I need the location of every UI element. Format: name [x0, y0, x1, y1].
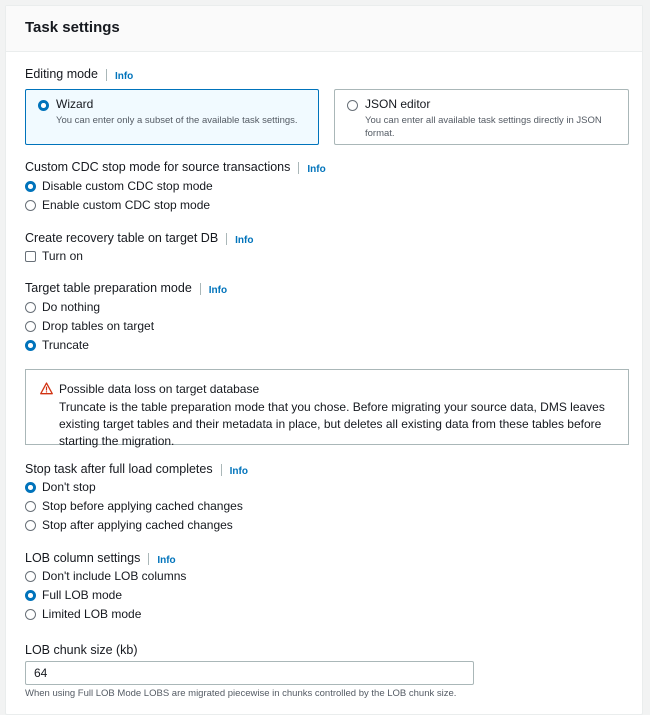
recovery-table-checkbox-label: Turn on: [42, 249, 83, 263]
prep-drop-tables-label: Drop tables on target: [42, 319, 155, 333]
cdc-stop-mode-label: [25, 160, 326, 174]
lob-full-radio[interactable]: [25, 590, 36, 601]
cdc-enable-option[interactable]: [25, 197, 210, 213]
lob-settings-label: [25, 551, 176, 565]
target-prep-mode-label: [25, 281, 227, 295]
prep-truncate-option[interactable]: [25, 337, 89, 353]
lob-full-label: Full LOB mode: [42, 588, 123, 602]
recovery-table-label: [25, 231, 253, 245]
panel-header: [6, 6, 642, 52]
lob-full-option[interactable]: [25, 587, 122, 603]
cdc-disable-radio[interactable]: [25, 181, 36, 192]
target-prep-mode-info-link[interactable]: Info: [208, 284, 228, 296]
lob-chunk-size-label: LOB chunk size (kb): [25, 643, 138, 657]
stop-before-cached-option[interactable]: [25, 498, 243, 514]
stop-after-cached-label: Stop after applying cached changes: [42, 518, 233, 532]
alert-title: Possible data loss on target database: [59, 382, 260, 396]
json-editor-title: JSON editor: [365, 97, 431, 111]
cdc-enable-radio[interactable]: [25, 200, 36, 211]
wizard-description: You can enter only a subset of the available task settings.: [56, 115, 298, 126]
alert-body: Truncate is the table preparation mode that you chose. Before migrating your source data, DMS leaves existing target tables and their metadata in place, but deletes all existing data from these tables before starting the migration.: [59, 400, 605, 448]
prep-do-nothing-option[interactable]: [25, 299, 100, 315]
stop-after-full-load-label: [25, 462, 248, 476]
cdc-enable-label: Enable custom CDC stop mode: [42, 198, 211, 212]
warning-icon: [40, 382, 53, 395]
prep-do-nothing-label: Do nothing: [42, 300, 101, 314]
lob-limited-option[interactable]: [25, 606, 141, 622]
recovery-table-option[interactable]: [25, 248, 83, 264]
recovery-table-label-text: Create recovery table on target DB: [25, 231, 219, 245]
prep-truncate-label: Truncate: [42, 338, 89, 352]
cdc-disable-option[interactable]: [25, 178, 213, 194]
prep-do-nothing-radio[interactable]: [25, 302, 36, 313]
json-editor-description: You can enter all available task settings directly in JSON format.: [365, 115, 602, 139]
lob-settings-info-link[interactable]: Info: [157, 554, 176, 566]
stop-after-cached-option[interactable]: [25, 517, 233, 533]
dont-stop-radio[interactable]: [25, 482, 36, 493]
recovery-table-info-link[interactable]: Info: [235, 234, 254, 246]
wizard-title: Wizard: [56, 97, 94, 111]
lob-none-label: Don't include LOB columns: [42, 569, 187, 583]
task-settings-panel: [5, 5, 643, 715]
prep-drop-tables-radio[interactable]: [25, 321, 36, 332]
editing-mode-json-tile[interactable]: [334, 89, 629, 145]
editing-mode-wizard-tile[interactable]: [25, 89, 319, 145]
prep-drop-tables-option[interactable]: [25, 318, 154, 334]
lob-limited-label: Limited LOB mode: [42, 607, 142, 621]
cdc-disable-label: Disable custom CDC stop mode: [42, 179, 213, 193]
lob-none-option[interactable]: [25, 568, 186, 584]
cdc-stop-mode-info-link[interactable]: Info: [307, 163, 326, 175]
target-prep-mode-label-text: Target table preparation mode: [25, 281, 192, 295]
stop-before-cached-radio[interactable]: [25, 501, 36, 512]
lob-chunk-size-input[interactable]: [25, 661, 474, 685]
editing-mode-label-text: Editing mode: [25, 67, 98, 81]
lob-limited-radio[interactable]: [25, 609, 36, 620]
lob-none-radio[interactable]: [25, 571, 36, 582]
cdc-stop-mode-label-text: Custom CDC stop mode for source transactions: [25, 160, 291, 174]
dont-stop-label: Don't stop: [42, 480, 96, 494]
lob-settings-label-text: LOB column settings: [25, 551, 141, 565]
prep-truncate-radio[interactable]: [25, 340, 36, 351]
editing-mode-label: [25, 67, 133, 81]
lob-chunk-size-hint: When using Full LOB Mode LOBS are migrated piecewise in chunks controlled by the LOB chunk size.: [25, 688, 457, 699]
stop-after-cached-radio[interactable]: [25, 520, 36, 531]
editing-mode-info-link[interactable]: Info: [114, 70, 134, 82]
dont-stop-option[interactable]: [25, 479, 96, 495]
stop-after-full-load-label-text: Stop task after full load completes: [25, 462, 213, 476]
json-editor-radio[interactable]: [347, 100, 358, 111]
recovery-table-checkbox[interactable]: [25, 251, 36, 262]
stop-before-cached-label: Stop before applying cached changes: [42, 499, 243, 513]
data-loss-alert: [25, 369, 629, 448]
wizard-radio[interactable]: [38, 100, 49, 111]
stop-after-full-load-info-link[interactable]: Info: [229, 465, 248, 477]
panel-title: Task settings: [25, 19, 120, 36]
